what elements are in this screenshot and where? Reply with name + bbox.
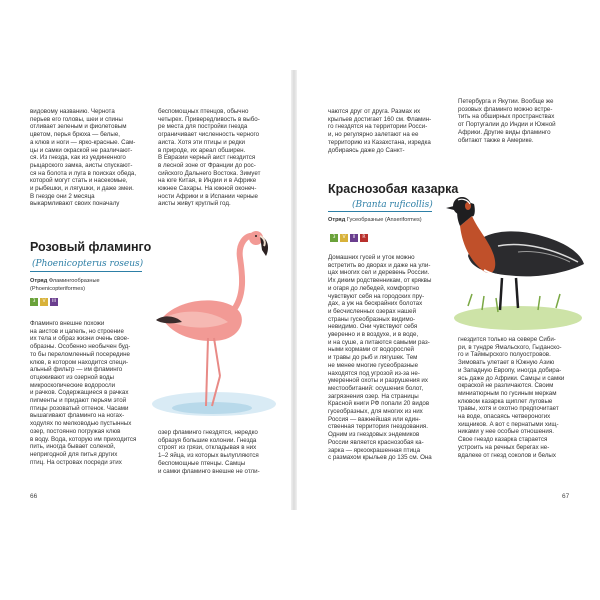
goose-status-badges bbox=[330, 234, 368, 242]
status-badge: V bbox=[340, 234, 348, 242]
goose-order bbox=[328, 217, 422, 224]
status-badge: V bbox=[40, 298, 48, 306]
flamingo-illustration bbox=[142, 226, 286, 426]
page-number-left: 66 bbox=[30, 493, 38, 500]
goose-title: Краснозобая казарка bbox=[328, 182, 459, 196]
book-spine bbox=[291, 70, 297, 510]
flamingo-order bbox=[30, 278, 100, 285]
left-col1-bottom-text: Фламинго внешне похожи на аистов и цапель, но строение их тела и образ жизни очень свое- образны. Особенно необычен буд- то бы переломленный посередине клюв, в котором находится специ- альный фильтр — им фламинго отцеживают из озерной воды микроскопические водоросли и рачков. Содержащиеся в рачках пигменты и придают перьям этой птицы розоватый оттенок. Часами вышагивают фламинго на ногах- ходулях по мелководью пустынных озер, постоянно погружая клюв в воду. Вода, которую им приходится пить, иногда бывает соленой, непригодной для питья других птиц. На островах посреди этих bbox=[30, 320, 137, 466]
order-label: Отряд bbox=[30, 278, 48, 284]
right-col1-bottom-text: Домашних гусей и уток можно встретить во дворах и даже на ули- цах многих сел и деревень России. Их диким родственникам, от кряквы и огаря до лебедей, комфортно чувствуют себя на городских пру- дах, а уж на бескрайних болотах и бесчисленных озерах нашей страны гусеобразных видимо- невидимо. Они чувствуют себя уверенно и в воздухе, и в воде, и на суше, а питаются самыми раз- ными кормами от водорослей и травы до рыб и лягушек. Тем не менее многие гусеобразные находятся под угрозой из-за не- умеренной охоты и разрушения их местообитаний: осушения болот, загрязнения озер. На страницы Красной книги РФ попали 20 видов гусеобразных, для многих из них Россия — важнейшая или един- ственная территория гнездования. Одним из гнездовых эндемиков России является краснозобая ка- зарка — яркоокрашенная птица с размахом крыльев до 135 см. Она bbox=[328, 254, 432, 462]
left-col2-top-text: беспомощных птенцов, обычно четырех. Привередливость в выбо- ре места для постройки гнезда ограничивает численность черного аиста. Хотя эти птицы и редки в природе, их ареал обширен. В Евразии черный аист гнездится в лесной зоне от Франции до рос- сийского Дальнего Востока. Зимует на юге Китая, в Индии и в Африке южнее Сахары. На южной оконеч- ности Африки и в Испании черные аисты живут круглый год. bbox=[158, 108, 261, 208]
status-badge: R bbox=[360, 234, 368, 242]
goose-latin-underline bbox=[328, 211, 432, 212]
red-breasted-goose-illustration bbox=[438, 186, 588, 336]
status-badge: 3 bbox=[330, 234, 338, 242]
status-badge: II bbox=[350, 234, 358, 242]
right-col2-top-text: Петербурга и Якутии. Вообще же розовых фламинго можно встре- тить на обширных пространствах от Португалии до Индии и Южной Африки. Другие виды фламинго обитают также в Америке. bbox=[458, 98, 556, 144]
flamingo-latin-name: (Phoenicopterus roseus) bbox=[32, 259, 144, 269]
page-number-right: 67 bbox=[562, 493, 570, 500]
goose-latin-name: (Branta ruficollis) bbox=[352, 200, 433, 210]
left-col2-bottom-text: озер фламинго гнездятся, нередко образуя большие колонии. Гнезда строят из грязи, откладывая в них 1–2 яйца, из которых вылупляются беспомощные птенцы. Самцы и самки фламинго внешне не отли- bbox=[158, 429, 260, 475]
flamingo-status-badges bbox=[30, 298, 58, 306]
flamingo-title: Розовый фламинго bbox=[30, 240, 152, 254]
order-value: Фламингообразные bbox=[48, 278, 100, 284]
flamingo-order-latin: (Phoenicopteriformes) bbox=[30, 286, 86, 292]
right-col1-top-text: чаются друг от друга. Размах их крыльев достигает 160 см. Фламин- го гнездятся на территории Росси- и, но регулярно залетают на ее территорию из Казахстана, изредка добираясь даже до Санкт- bbox=[328, 108, 432, 154]
left-col1-top-text: видовому названию. Чернота перьев его головы, шеи и спины отливает зеленым и фиолетовым цветом, перья брюха — белые, а клюв и ноги — ярко-красные. Сам- цы и самки окраской не различают- ся. Из гнезда, как из уединенного рыцарского замка, аисты спускают- ся на болота и луга в поисках обеда, которой могут стать и насекомые, и рыбешки, и лягушки, и даже змеи. В гнезде они 2 месяца выкармливают своих поначалу bbox=[30, 108, 137, 208]
status-badge: III bbox=[50, 298, 58, 306]
right-col2-bottom-text: гнездится только на севере Сиби- ри, в тундре Ямальского, Гыданско- го и Таймырского полуостровов. Зимовать улетает в Южную Азию и Западную Европу, иногда добира- ясь даже до Африки. Самцы и самки окраской не различаются. Своим миниатюрным по гусиным меркам клювом казарка щиплет луговые травы, хотя и охотно предпочитает на воде, опасаясь четвероногих хищников. А вот с пернатыми хищ- никами у нее особые отношения. Свое гнездо казарка старается устроить на речных берегах не- вдалеке от гнезд соколов и белых bbox=[458, 336, 565, 459]
order-latin: (Anseriformes) bbox=[384, 217, 422, 223]
flamingo-latin-underline bbox=[30, 271, 142, 272]
status-badge: 3 bbox=[30, 298, 38, 306]
order-value: Гусеобразные bbox=[346, 217, 384, 223]
order-label: Отряд bbox=[328, 217, 346, 223]
